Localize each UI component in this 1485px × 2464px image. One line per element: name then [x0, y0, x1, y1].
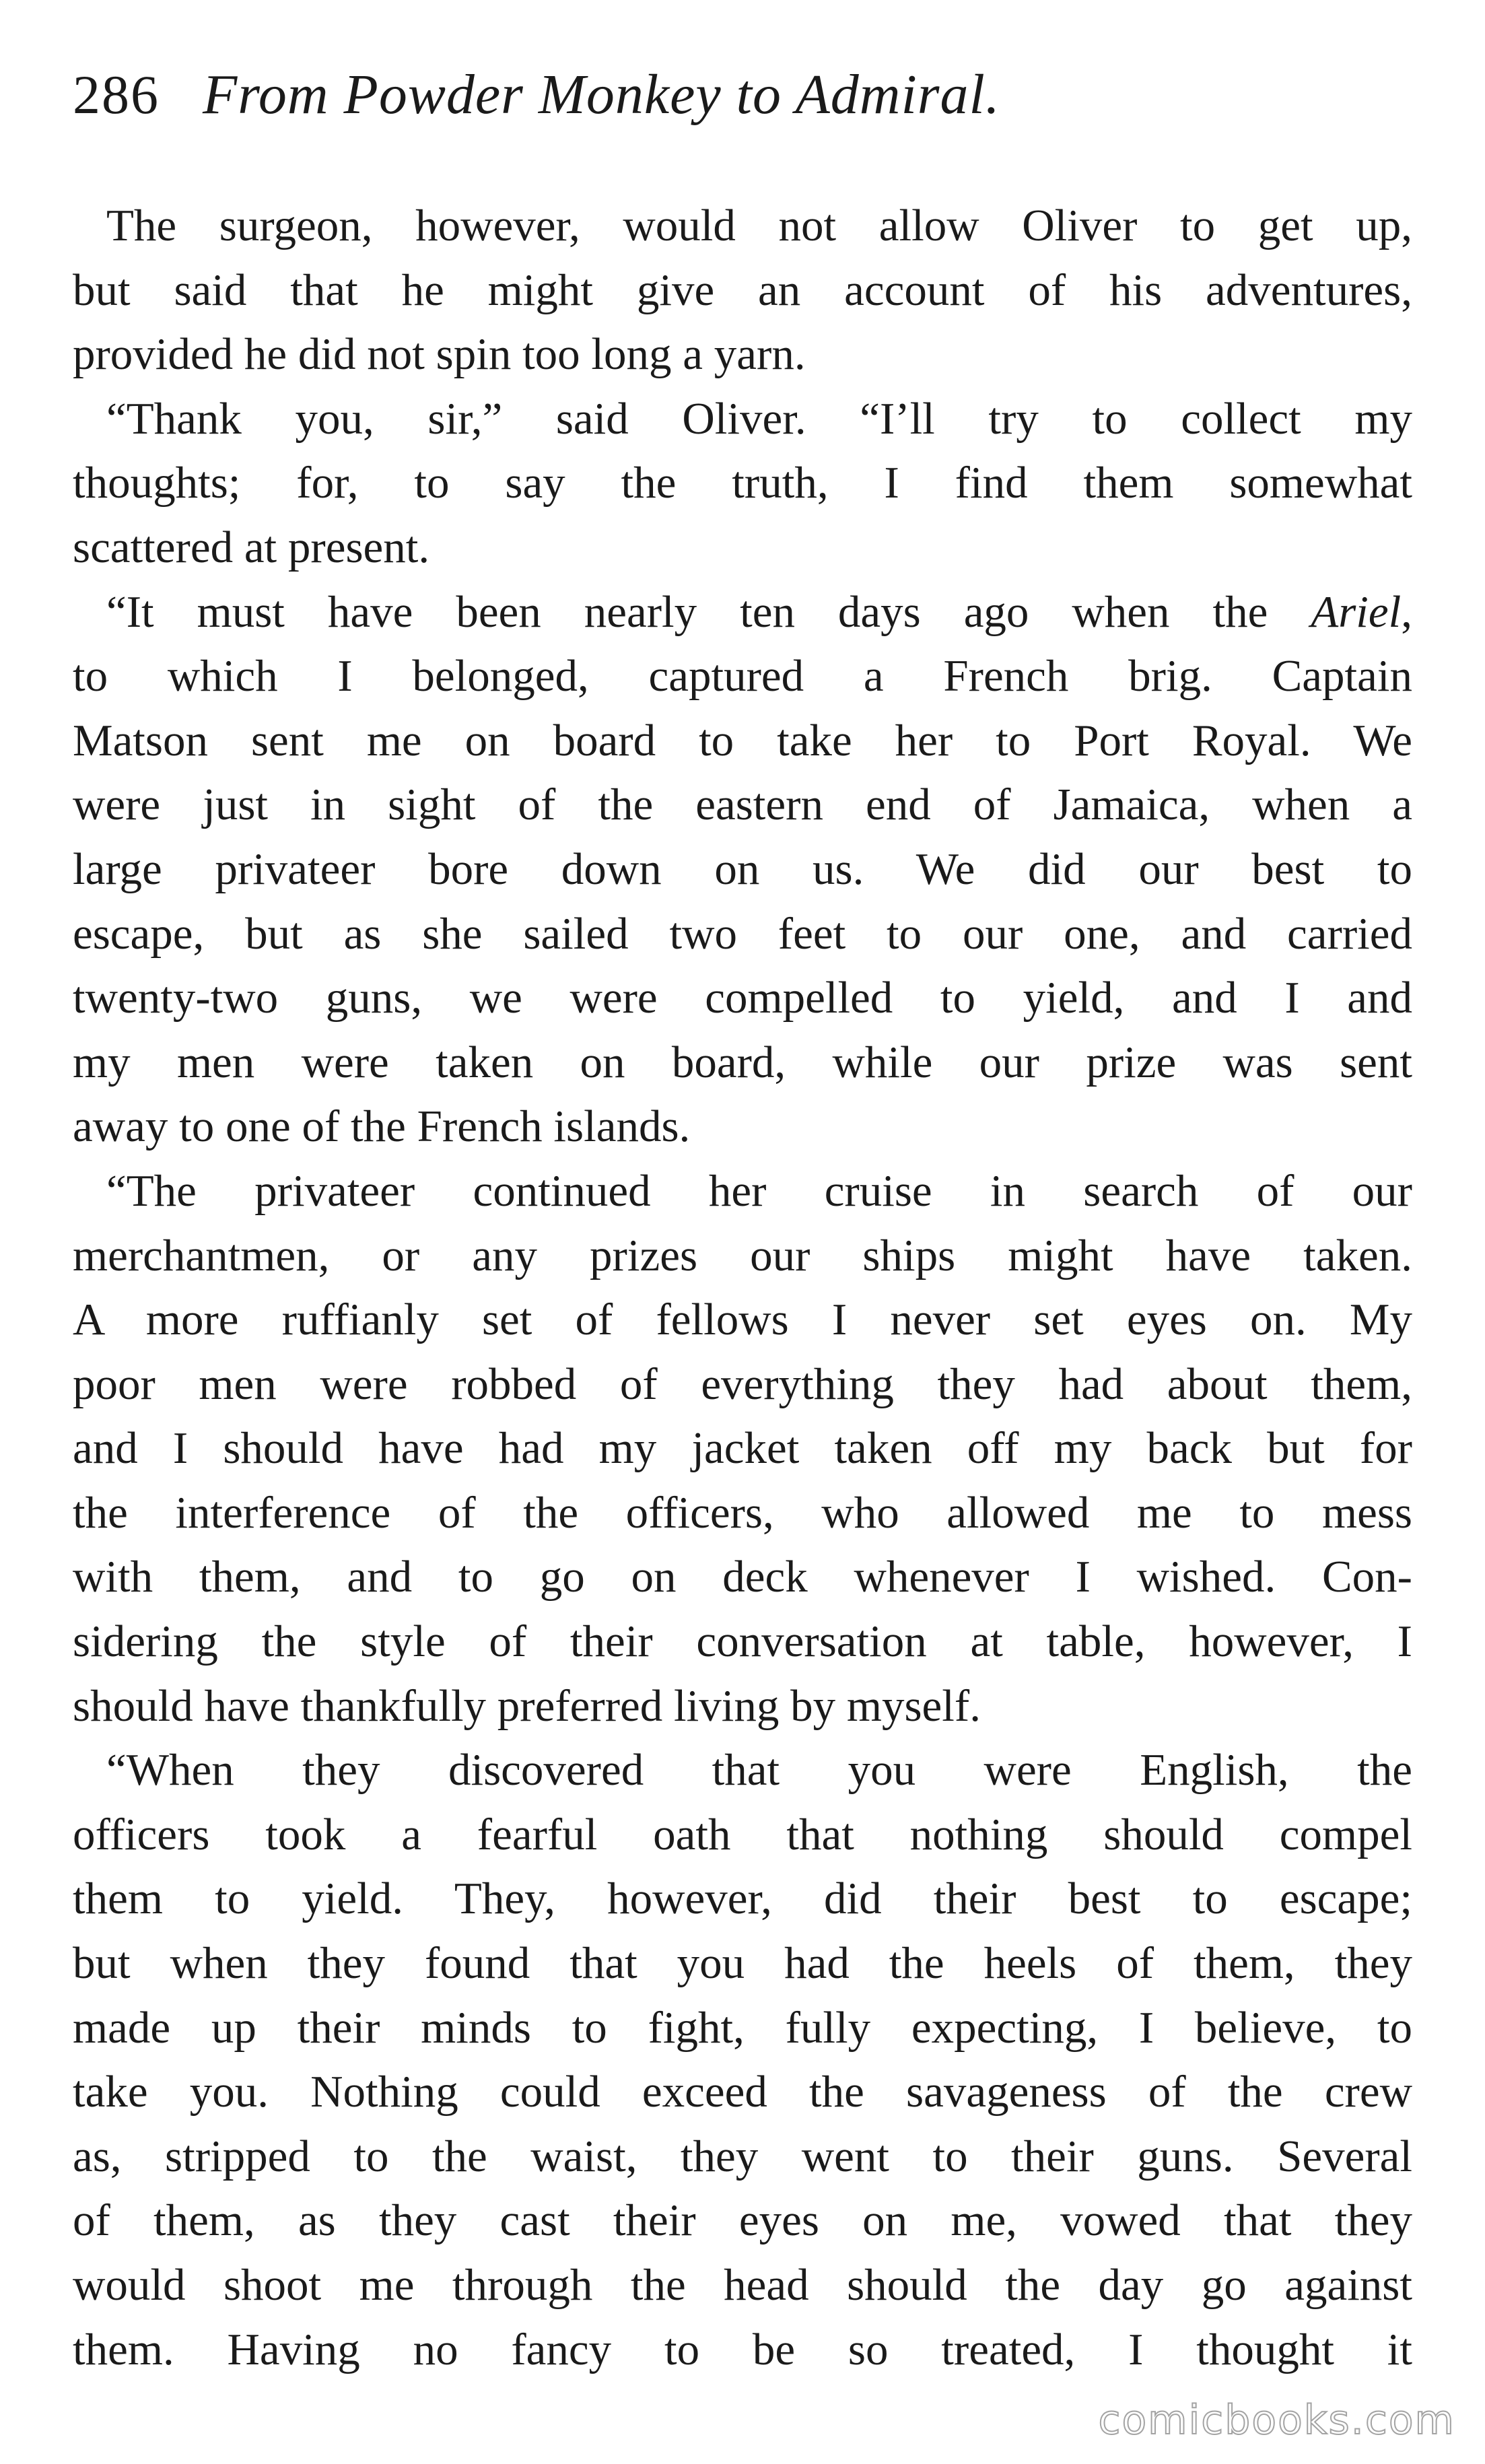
text-line: them. Having no fancy to be so treated, I thought it: [73, 2324, 1412, 2374]
text-line: Matson sent me on board to take her to Port Royal. We: [73, 715, 1412, 765]
text-line: “It must have been nearly ten days ago when the Ariel,: [106, 586, 1412, 637]
text-line: to which I belonged, captured a French brig. Captain: [73, 651, 1412, 701]
text-line: should have thankfully preferred living by myself.: [73, 1680, 981, 1731]
text-line: “Thank you, sir,” said Oliver. “I’ll try to collect my: [106, 393, 1412, 444]
text-line: merchantmen, or any prizes our ships might have taken.: [73, 1230, 1412, 1280]
text-line: thoughts; for, to say the truth, I find them somewhat: [73, 458, 1412, 508]
text-line: but said that he might give an account of his adventures,: [73, 265, 1412, 315]
text-line: away to one of the French islands.: [73, 1101, 691, 1152]
text-line: the interference of the officers, who allowed me to mess: [73, 1487, 1412, 1538]
text-line: sidering the style of their conversation at table, however, I: [73, 1616, 1412, 1667]
text-line: and I should have had my jacket taken off my back but for: [73, 1423, 1412, 1474]
text-line: of them, as they cast their eyes on me, vowed that they: [73, 2195, 1412, 2246]
ship-name: Ariel: [1311, 586, 1402, 637]
text-line: but when they found that you had the heels of them, they: [73, 1938, 1412, 1989]
text-line: provided he did not spin too long a yarn.: [73, 329, 806, 380]
text-line: poor men were robbed of everything they had about them,: [73, 1359, 1412, 1409]
text-line: my men were taken on board, while our prize was sent: [73, 1037, 1412, 1087]
body-text: [73, 194, 1412, 2382]
text-line: “When they discovered that you were English, the: [106, 1745, 1412, 1795]
page-number: 286: [73, 64, 160, 125]
text-line: officers took a fearful oath that nothing should compel: [73, 1809, 1412, 1859]
text-line: scattered at present.: [73, 522, 430, 572]
text-line: made up their minds to fight, fully expecting, I believe, to: [73, 2002, 1412, 2053]
running-title: From Powder Monkey to Admiral.: [203, 63, 1000, 126]
text-line: A more ruffianly set of fellows I never set eyes on. My: [73, 1295, 1412, 1345]
text-line: large privateer bore down on us. We did our best to: [73, 844, 1412, 894]
text-line: take you. Nothing could exceed the savageness of the crew: [73, 2067, 1412, 2117]
running-head: [73, 62, 1412, 143]
text-line: would shoot me through the head should the day go against: [73, 2260, 1412, 2310]
text-line: them to yield. They, however, did their best to escape;: [73, 1874, 1412, 1924]
text-line: twenty-two guns, we were compelled to yield, and I and: [73, 973, 1412, 1023]
text-line: with them, and to go on deck whenever I wished. Con-: [73, 1552, 1412, 1602]
watermark: comicbooks.com: [1098, 2397, 1455, 2444]
text-line: escape, but as she sailed two feet to our one, and carried: [73, 908, 1412, 959]
text-line: as, stripped to the waist, they went to their guns. Several: [73, 2131, 1412, 2181]
text-line: The surgeon, however, would not allow Oliver to get up,: [106, 201, 1412, 250]
text-line: “The privateer continued her cruise in search of our: [106, 1165, 1412, 1216]
text-line: were just in sight of the eastern end of Jamaica, when a: [73, 780, 1412, 830]
